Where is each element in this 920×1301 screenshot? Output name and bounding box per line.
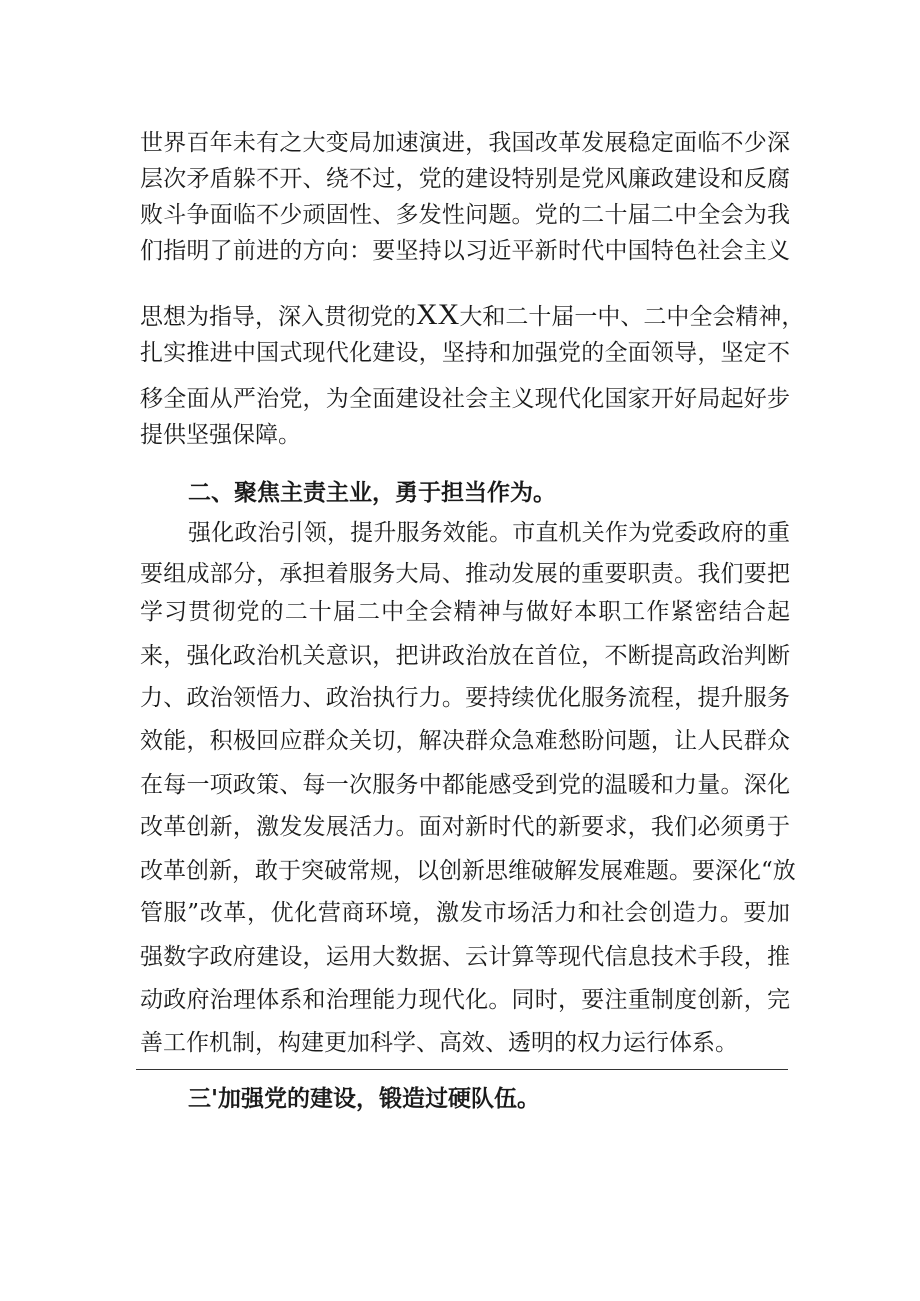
paragraph-line: 善工作机制，构建更加科学、高效、透明的权力运行体系。: [140, 1030, 738, 1056]
paragraph-line: 管服”改革，优化营商环境，激发市场活力和社会创造力。要加: [140, 900, 790, 926]
paragraph-line: 提供坚强保障。: [140, 422, 301, 448]
section-heading-2: 二、聚焦主责主业，勇于担当作为。: [188, 480, 556, 506]
paragraph-line: 来，强化政治机关意识，把讲政治放在首位，不断提高政治判断: [140, 643, 790, 669]
paragraph-line: 们指明了前进的方向：要坚持以习近平新时代中国特色社会主义: [140, 238, 790, 264]
section-heading-3: 三'加强党的建设，锻造过硬队伍。: [188, 1086, 541, 1112]
paragraph-line-xx: [140, 298, 805, 332]
text-after-xx: 大和二十届一中、二中全会精神，: [459, 304, 805, 330]
paragraph-line: 败斗争面临不少顽固性、多发性问题。党的二十届二中全会为我: [140, 202, 790, 228]
paragraph-line: 改革创新，敢于突破常规，以创新思维破解发展难题。要深化“放: [140, 858, 796, 884]
placeholder-xx: XX: [416, 298, 460, 331]
paragraph-line: 学习贯彻党的二十届二中全会精神与做好本职工作紧密结合起: [140, 599, 790, 625]
paragraph-line: 要组成部分，承担着服务大局、推动发展的重要职责。我们要把: [140, 561, 790, 587]
paragraph-line: 改革创新，激发发展活力。面对新时代的新要求，我们必须勇于: [140, 814, 790, 840]
paragraph-line: 强化政治引领，提升服务效能。市直机关作为党委政府的重: [188, 520, 790, 546]
paragraph-line: 力、政治领悟力、政治执行力。要持续优化服务流程，提升服务: [140, 685, 790, 711]
paragraph-line: 强数字政府建设，运用大数据、云计算等现代信息技术手段，推: [140, 944, 790, 970]
text-before-xx: 思想为指导，深入贯彻党的: [140, 304, 416, 330]
paragraph-line: 效能，积极回应群众关切，解决群众急难愁盼问题，让人民群众: [140, 728, 790, 754]
paragraph-line: 层次矛盾躲不开、绕不过，党的建设特别是党风廉政建设和反腐: [140, 166, 790, 192]
horizontal-rule: [136, 1069, 788, 1070]
paragraph-line: 扎实推进中国式现代化建设，坚持和加强党的全面领导，坚定不: [140, 340, 790, 366]
paragraph-line: 世界百年未有之大变局加速演进，我国改革发展稳定面临不少深: [140, 130, 790, 156]
paragraph-line: 移全面从严治党，为全面建设社会主义现代化国家开好局起好步: [140, 386, 790, 412]
paragraph-line: 在每一项政策、每一次服务中都能感受到党的温暖和力量。深化: [140, 772, 790, 798]
paragraph-line: 动政府治理体系和治理能力现代化。同时，要注重制度创新，完: [140, 987, 790, 1013]
